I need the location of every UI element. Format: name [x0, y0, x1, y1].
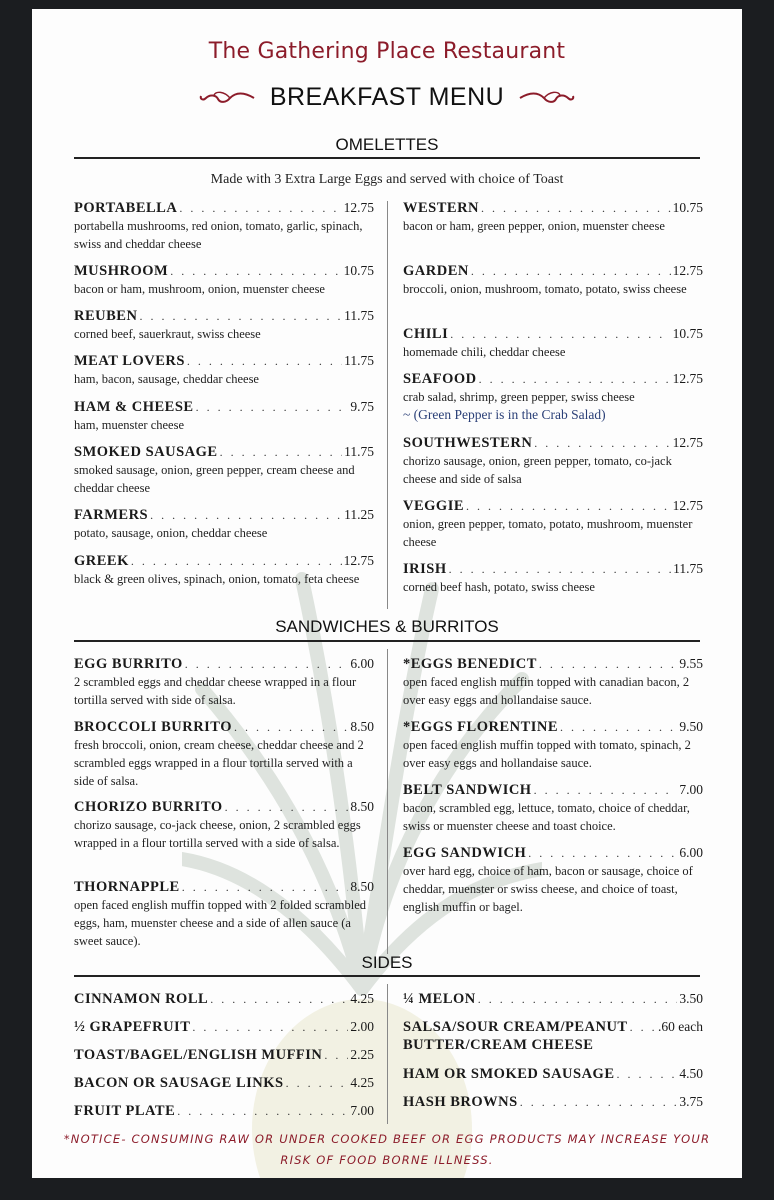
menu-item: [74, 878, 374, 950]
menu-item-header: [403, 560, 703, 578]
menu-item-name: *EGGS FLORENTINE: [403, 719, 559, 735]
dot-leader: [182, 878, 349, 896]
menu-item-price: 11.25: [344, 507, 374, 522]
menu-item-header: [74, 199, 374, 217]
left-flourish-icon: [198, 89, 256, 107]
menu-item-description: bacon or ham, green pepper, onion, muenster cheese: [403, 219, 665, 233]
section-heading-sandwiches: SANDWICHES & BURRITOS: [275, 617, 499, 636]
menu-item-description: 2 scrambled eggs and cheddar cheese wrapped in a flour tortilla served with side of salsa.: [74, 675, 357, 707]
menu-item-name: SOUTHWESTERN: [403, 435, 533, 451]
dot-leader: [534, 781, 678, 799]
menu-item-header: [74, 1018, 374, 1036]
menu-item-name: CHILI: [403, 326, 449, 342]
menu-item-price: 2.00: [350, 1019, 374, 1034]
menu-item-header: [74, 352, 374, 370]
menu-item-header: [403, 1093, 703, 1111]
menu-item-header: [74, 443, 374, 461]
menu-item-name: PORTABELLA: [74, 200, 178, 216]
dot-leader: [534, 434, 670, 452]
section-divider: [74, 975, 700, 977]
menu-item: [403, 1018, 703, 1054]
menu-item: [74, 718, 374, 790]
menu-item-description: chorizo sausage, co-jack cheese, onion, 2 scrambled eggs wrapped in a flour tortilla served with a side of salsa.: [74, 818, 361, 850]
menu-item-description: ham, bacon, sausage, cheddar cheese: [74, 372, 259, 386]
menu-item-price: 2.25: [350, 1047, 374, 1062]
menu-item-price: 11.75: [344, 353, 374, 368]
section-heading-omelettes: OMELETTES: [335, 135, 439, 154]
dot-leader: [560, 718, 677, 736]
menu-item: [403, 781, 703, 835]
menu-item-description: ham, muenster cheese: [74, 418, 185, 432]
menu-item: [74, 552, 374, 588]
menu-item-name: REUBEN: [74, 308, 138, 324]
menu-item-header: [74, 990, 374, 1008]
menu-item-note: ~ (Green Pepper is in the Crab Salad): [403, 407, 606, 422]
menu-item: [403, 434, 703, 488]
menu-item-name: *EGGS BENEDICT: [403, 656, 537, 672]
menu-item-description: black & green olives, spinach, onion, tomato, feta cheese: [74, 572, 360, 586]
menu-item-header: [74, 1102, 374, 1120]
menu-item-name: CHORIZO BURRITO: [74, 799, 223, 815]
menu-item-header: [74, 262, 374, 280]
menu-title-row: [32, 83, 742, 112]
food-safety-notice: *NOTICE- CONSUMING RAW OR UNDER COOKED BEEF OR EGG PRODUCTS MAY INCREASE YOUR RISK OF FOOD BORNE ILLNESS.: [63, 1132, 711, 1167]
menu-item-name: IRISH: [403, 561, 447, 577]
menu-item: [403, 718, 703, 772]
menu-item-header: [403, 370, 703, 388]
menu-item-header: [403, 497, 703, 515]
menu-page: [32, 9, 742, 1178]
dot-leader: [220, 443, 343, 461]
restaurant-name: The Gathering Place Restaurant: [208, 39, 566, 64]
menu-item-name: VEGGIE: [403, 498, 465, 514]
menu-item: [74, 798, 374, 852]
menu-item-name: EGG SANDWICH: [403, 845, 527, 861]
menu-item: [74, 1074, 374, 1092]
section-heading-sides: SIDES: [361, 953, 413, 972]
menu-item-description: portabella mushrooms, red onion, tomato, garlic, spinach, swiss and cheddar cheese: [74, 219, 363, 251]
menu-item: [403, 844, 703, 916]
menu-item-description: open faced english muffin topped with canadian bacon, 2 over easy eggs and hollandaise sauce.: [403, 675, 690, 707]
menu-item: [74, 398, 374, 434]
dot-leader: [139, 307, 342, 325]
menu-item: [74, 443, 374, 497]
menu-item-name: MUSHROOM: [74, 263, 169, 279]
menu-item-header: [74, 655, 374, 673]
menu-item-price: 6.00: [350, 656, 374, 671]
dot-leader: [177, 1102, 348, 1120]
menu-item: [74, 1102, 374, 1120]
menu-item-header: [403, 199, 703, 217]
menu-item-header: [403, 718, 703, 736]
menu-item-description: open faced english muffin topped with 2 folded scrambled eggs, ham, muenster cheese and a side of allen sauce (a sweet sauce).: [74, 898, 367, 948]
dot-leader: [187, 352, 342, 370]
menu-item-name: GARDEN: [403, 263, 469, 279]
menu-item: [403, 325, 703, 361]
menu-item-header: [403, 434, 703, 452]
menu-item-description: over hard egg, choice of ham, bacon or sausage, choice of cheddar, muenster or swiss cheese, and choice of toast, english muffin or bagel.: [403, 864, 693, 914]
menu-item-header: [403, 325, 703, 343]
dot-leader: [179, 199, 341, 217]
menu-item-price: 10.75: [343, 263, 374, 278]
menu-item-name: SALSA/SOUR CREAM/PEANUT: [403, 1019, 628, 1035]
dot-leader: [528, 844, 677, 862]
menu-item-description: bacon, scrambled egg, lettuce, tomato, choice of cheddar, swiss or muenster cheese and toast choice.: [403, 801, 690, 833]
menu-item-name: BELT SANDWICH: [403, 782, 532, 798]
menu-item-header: [74, 506, 374, 524]
menu-item-price: 12.75: [343, 200, 374, 215]
menu-item-name: HASH BROWNS: [403, 1094, 518, 1110]
menu-item-header: [403, 262, 703, 280]
menu-item-name: SMOKED SAUSAGE: [74, 444, 218, 460]
menu-item-price: 11.75: [344, 444, 374, 459]
menu-item-header: [403, 844, 703, 862]
menu-item: [403, 560, 703, 596]
menu-item: [74, 307, 374, 343]
dot-leader: [196, 398, 349, 416]
menu-item: [403, 370, 703, 424]
dot-leader: [234, 718, 348, 736]
menu-item: [74, 262, 374, 298]
menu-item-description: homemade chili, cheddar cheese: [403, 345, 566, 359]
menu-item-price: 12.75: [343, 553, 374, 568]
dot-leader: [185, 655, 349, 673]
menu-item-price: 8.50: [350, 879, 374, 894]
menu-item-price: 4.25: [350, 1075, 374, 1090]
menu-item-price: 4.50: [679, 1066, 703, 1081]
omelettes-note: Made with 3 Extra Large Eggs and served with choice of Toast: [210, 172, 564, 187]
menu-item-header: [403, 655, 703, 673]
menu-item-price: 9.55: [679, 656, 703, 671]
menu-item: [74, 990, 374, 1008]
menu-item-price: 12.75: [672, 371, 703, 386]
menu-item: [74, 1046, 374, 1064]
dot-leader: [131, 552, 342, 570]
dot-leader: [150, 506, 342, 524]
menu-item: [403, 655, 703, 709]
menu-item-header: [74, 798, 374, 816]
menu-item-name: ¼ MELON: [403, 991, 476, 1007]
dot-leader: [617, 1065, 678, 1083]
menu-item-name: BACON OR SAUSAGE LINKS: [74, 1075, 284, 1091]
menu-item-header: [74, 718, 374, 736]
dot-leader: [286, 1074, 349, 1092]
menu-item-price: 4.25: [350, 991, 374, 1006]
menu-item-name: TOAST/BAGEL/ENGLISH MUFFIN: [74, 1047, 323, 1063]
menu-item-name-continued: BUTTER/CREAM CHEESE: [403, 1037, 594, 1053]
dot-leader: [481, 199, 671, 217]
menu-item: [403, 199, 703, 235]
menu-item-name: HAM OR SMOKED SAUSAGE: [403, 1066, 615, 1082]
dot-leader: [478, 990, 678, 1008]
menu-item-description: potato, sausage, onion, cheddar cheese: [74, 526, 268, 540]
menu-item-description: corned beef hash, potato, swiss cheese: [403, 580, 595, 594]
menu-item-description: broccoli, onion, mushroom, tomato, potato, swiss cheese: [403, 282, 687, 296]
menu-item: [403, 990, 703, 1008]
menu-item-header: [403, 1065, 703, 1083]
dot-leader: [479, 370, 671, 388]
menu-item: [74, 1018, 374, 1036]
dot-leader: [630, 1018, 656, 1036]
menu-item-description: chorizo sausage, onion, green pepper, tomato, co-jack cheese and side of salsa: [403, 454, 672, 486]
menu-item-name: THORNAPPLE: [74, 879, 180, 895]
menu-item-name: CINNAMON ROLL: [74, 991, 209, 1007]
menu-item-description: fresh broccoli, onion, cream cheese, cheddar cheese and 2 scrambled eggs wrapped in a flour tortilla served with a side of salsa.: [74, 738, 364, 788]
column-divider: [387, 201, 388, 609]
menu-item-price: 8.50: [350, 799, 374, 814]
menu-item-price: 10.75: [672, 200, 703, 215]
dot-leader: [471, 262, 671, 280]
menu-item: [403, 262, 703, 298]
menu-item-header: [74, 878, 374, 896]
menu-item: [403, 497, 703, 551]
menu-item-header: [74, 307, 374, 325]
menu-item-name: SEAFOOD: [403, 371, 477, 387]
dot-leader: [520, 1093, 678, 1111]
dot-leader: [466, 497, 671, 515]
menu-item-name: HAM & CHEESE: [74, 399, 194, 415]
dot-leader: [225, 798, 349, 816]
menu-item-price: 12.75: [672, 263, 703, 278]
column-divider: [387, 649, 388, 954]
menu-item-price: 11.75: [344, 308, 374, 323]
menu-item-header: [403, 781, 703, 799]
menu-item-description: bacon or ham, mushroom, onion, muenster cheese: [74, 282, 325, 296]
menu-item-description: open faced english muffin topped with tomato, spinach, 2 over easy eggs and hollandaise sauce.: [403, 738, 691, 770]
menu-item-price: 12.75: [672, 435, 703, 450]
menu-item-name: ½ GRAPEFRUIT: [74, 1019, 191, 1035]
menu-item-price: 10.75: [672, 326, 703, 341]
menu-item-name: FRUIT PLATE: [74, 1103, 176, 1119]
column-divider: [387, 984, 388, 1124]
menu-item-price: 3.50: [679, 991, 703, 1006]
menu-item-price: 9.75: [350, 399, 374, 414]
menu-item-name: EGG BURRITO: [74, 656, 183, 672]
menu-item-header: [74, 1046, 374, 1064]
menu-item-header: [74, 398, 374, 416]
dot-leader: [539, 655, 677, 673]
right-flourish-icon: [518, 89, 576, 107]
menu-item-name: FARMERS: [74, 507, 149, 523]
menu-item: [403, 1065, 703, 1083]
menu-item-description: corned beef, sauerkraut, swiss cheese: [74, 327, 261, 341]
menu-item: [74, 655, 374, 709]
menu-item: [74, 352, 374, 388]
section-divider: [74, 157, 700, 159]
menu-item-header: [74, 552, 374, 570]
menu-item-price: 11.75: [673, 561, 703, 576]
menu-item-description: smoked sausage, onion, green pepper, cream cheese and cheddar cheese: [74, 463, 355, 495]
menu-item-description: onion, green pepper, tomato, potato, mushroom, muenster cheese: [403, 517, 693, 549]
menu-item-price: 3.75: [679, 1094, 703, 1109]
dot-leader: [192, 1018, 348, 1036]
menu-item: [74, 506, 374, 542]
menu-item-description: crab salad, shrimp, green pepper, swiss cheese: [403, 390, 635, 404]
menu-item-price: 8.50: [350, 719, 374, 734]
menu-item-name: BROCCOLI BURRITO: [74, 719, 232, 735]
dot-leader: [170, 262, 341, 280]
menu-item-price: 7.00: [679, 782, 703, 797]
menu-item: [74, 199, 374, 253]
dot-leader: [210, 990, 348, 1008]
dot-leader: [449, 560, 672, 578]
menu-item: [403, 1093, 703, 1111]
menu-item-header: [74, 1074, 374, 1092]
menu-item-name: GREEK: [74, 553, 129, 569]
menu-item-price: 12.75: [672, 498, 703, 513]
dot-leader: [324, 1046, 348, 1064]
menu-item-name: WESTERN: [403, 200, 480, 216]
menu-item-header: [403, 990, 703, 1008]
menu-title: BREAKFAST MENU: [269, 83, 505, 111]
menu-item-header: [403, 1018, 703, 1036]
menu-item-price: 7.00: [350, 1103, 374, 1118]
menu-item-price: 9.50: [679, 719, 703, 734]
dot-leader: [450, 325, 670, 343]
menu-item-price: 6.00: [679, 845, 703, 860]
menu-item-price: .60 each: [658, 1019, 703, 1034]
menu-item-name: MEAT LOVERS: [74, 353, 185, 369]
section-divider: [74, 640, 700, 642]
